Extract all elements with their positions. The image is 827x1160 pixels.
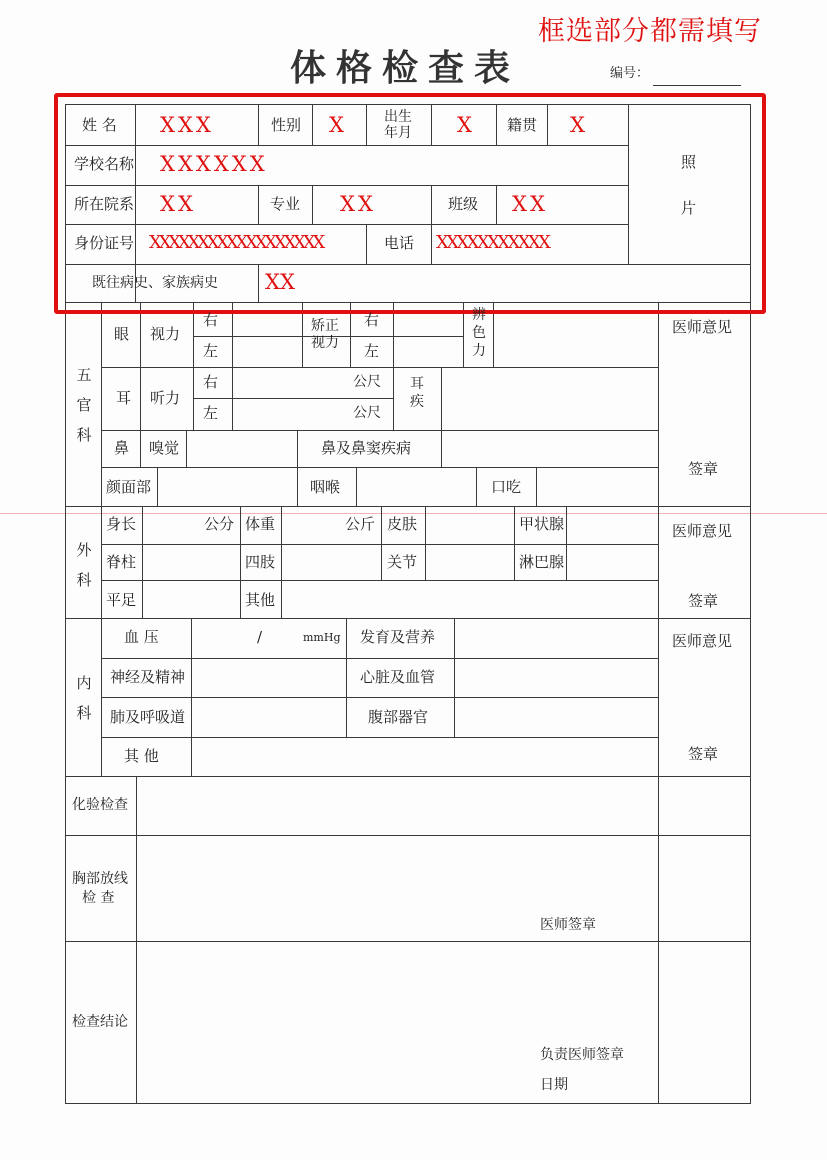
- id-label: 身份证号: [74, 234, 135, 252]
- surgery-doctor-opinion: 医师意见: [672, 522, 733, 540]
- school-label: 学校名称: [74, 155, 135, 173]
- history-value[interactable]: XX: [265, 270, 295, 294]
- corrected-vision-label-top: 矫正: [311, 318, 339, 334]
- xray-label-bottom: 检 查: [82, 890, 115, 906]
- hearing-right-label: 右: [203, 373, 219, 391]
- conclusion-field[interactable]: [137, 942, 750, 1103]
- face-label: 颜面部: [106, 478, 152, 496]
- ent-stamp: 签章: [688, 460, 719, 478]
- school-value[interactable]: XXXXXX: [160, 152, 268, 176]
- throat-label: 咽喉: [310, 478, 341, 496]
- blood-pressure-label: 血 压: [124, 628, 159, 646]
- chief-doctor-sign: 负责医师签章: [540, 1047, 624, 1063]
- xray-label-top: 胸部放线: [72, 871, 128, 887]
- lung-label: 肺及呼吸道: [110, 708, 186, 726]
- development-label: 发育及营养: [360, 628, 436, 646]
- photo-label-bottom: 片: [681, 199, 697, 217]
- corrected-left-label: 左: [364, 342, 380, 360]
- corrected-vision-label-bottom: 视力: [311, 335, 339, 351]
- major-value[interactable]: XX: [340, 192, 376, 216]
- form-title: 体格检查表: [290, 47, 521, 89]
- ear-label: 耳: [116, 389, 132, 407]
- origin-label: 籍贯: [507, 116, 538, 134]
- hearing-left-unit: 公尺: [353, 405, 381, 421]
- conclusion-label: 检查结论: [72, 1014, 128, 1030]
- surgery-stamp: 签章: [688, 592, 719, 610]
- stutter-label: 口吃: [491, 478, 522, 496]
- ear-disease-label: 耳疾: [410, 376, 424, 410]
- dept-value[interactable]: XX: [160, 192, 196, 216]
- surgery-section-label: 外科: [76, 541, 92, 589]
- photo-area[interactable]: [629, 105, 750, 264]
- serial-label: 编号：: [610, 66, 650, 81]
- thyroid-label: 甲状腺: [519, 515, 565, 533]
- lymph-label: 淋巴腺: [519, 553, 565, 571]
- weight-unit: 公斤: [345, 515, 376, 533]
- skin-label: 皮肤: [387, 515, 418, 533]
- annotation-note: 框选部分都需填写: [538, 16, 762, 47]
- hearing-left-label: 左: [203, 404, 219, 422]
- vision-left-label: 左: [203, 342, 219, 360]
- smell-label: 嗅觉: [149, 439, 180, 457]
- weight-label: 体重: [245, 515, 276, 533]
- eye-label: 眼: [114, 325, 130, 343]
- class-label: 班级: [448, 195, 479, 213]
- nose-label: 鼻: [114, 439, 130, 457]
- internal-section-label: 内科: [76, 674, 92, 722]
- ent-doctor-opinion: 医师意见: [672, 318, 733, 336]
- bp-unit: mmHg: [303, 631, 341, 644]
- photo-label-top: 照: [681, 153, 697, 171]
- lab-label: 化验检查: [72, 797, 128, 813]
- lab-field[interactable]: [137, 777, 750, 835]
- limbs-label: 四肢: [245, 553, 276, 571]
- conclusion-date: 日期: [540, 1077, 568, 1093]
- bp-separator: /: [257, 628, 263, 646]
- class-value[interactable]: XX: [512, 192, 548, 216]
- serial-field[interactable]: [653, 85, 741, 86]
- internal-other-label: 其 他: [124, 747, 159, 765]
- ent-section-label: 五官科: [76, 366, 92, 444]
- internal-doctor-opinion: 医师意见: [672, 632, 733, 650]
- internal-stamp: 签章: [688, 745, 719, 763]
- phone-label: 电话: [384, 234, 415, 252]
- vision-right-label: 右: [203, 311, 219, 329]
- history-label: 既往病史、家族病史: [92, 275, 218, 291]
- birth-label-top: 出生: [384, 109, 412, 125]
- xray-doctor-sign: 医师签章: [540, 917, 596, 933]
- gender-label: 性别: [271, 116, 302, 134]
- id-value[interactable]: XXXXXXXXXXXXXXXXXX: [149, 232, 323, 253]
- corrected-right-label: 右: [364, 311, 380, 329]
- heart-label: 心脏及血管: [360, 668, 436, 686]
- phone-value[interactable]: XXXXXXXXXXX: [436, 232, 549, 253]
- name-value[interactable]: XXX: [160, 113, 214, 137]
- sinus-label: 鼻及鼻窦疾病: [321, 439, 412, 457]
- name-label: 姓 名: [82, 116, 117, 134]
- surgery-other-label: 其他: [245, 591, 276, 609]
- abdomen-label: 腹部器官: [368, 708, 429, 726]
- color-vision-label: 辨色力: [472, 307, 486, 359]
- height-unit: 公分: [204, 515, 235, 533]
- origin-value[interactable]: X: [570, 113, 585, 137]
- hearing-label: 听力: [150, 389, 181, 407]
- xray-field[interactable]: [137, 836, 750, 941]
- neuro-label: 神经及精神: [110, 668, 186, 686]
- hearing-right-unit: 公尺: [353, 374, 381, 390]
- vision-label: 视力: [150, 325, 181, 343]
- major-label: 专业: [270, 195, 301, 213]
- scan-line: [0, 513, 827, 514]
- height-label: 身长: [106, 515, 137, 533]
- birth-label-bottom: 年月: [384, 125, 412, 141]
- gender-value[interactable]: X: [329, 113, 344, 137]
- birth-value[interactable]: X: [457, 113, 472, 137]
- flatfoot-label: 平足: [106, 591, 137, 609]
- joints-label: 关节: [387, 553, 418, 571]
- dept-label: 所在院系: [74, 195, 135, 213]
- spine-label: 脊柱: [106, 553, 137, 571]
